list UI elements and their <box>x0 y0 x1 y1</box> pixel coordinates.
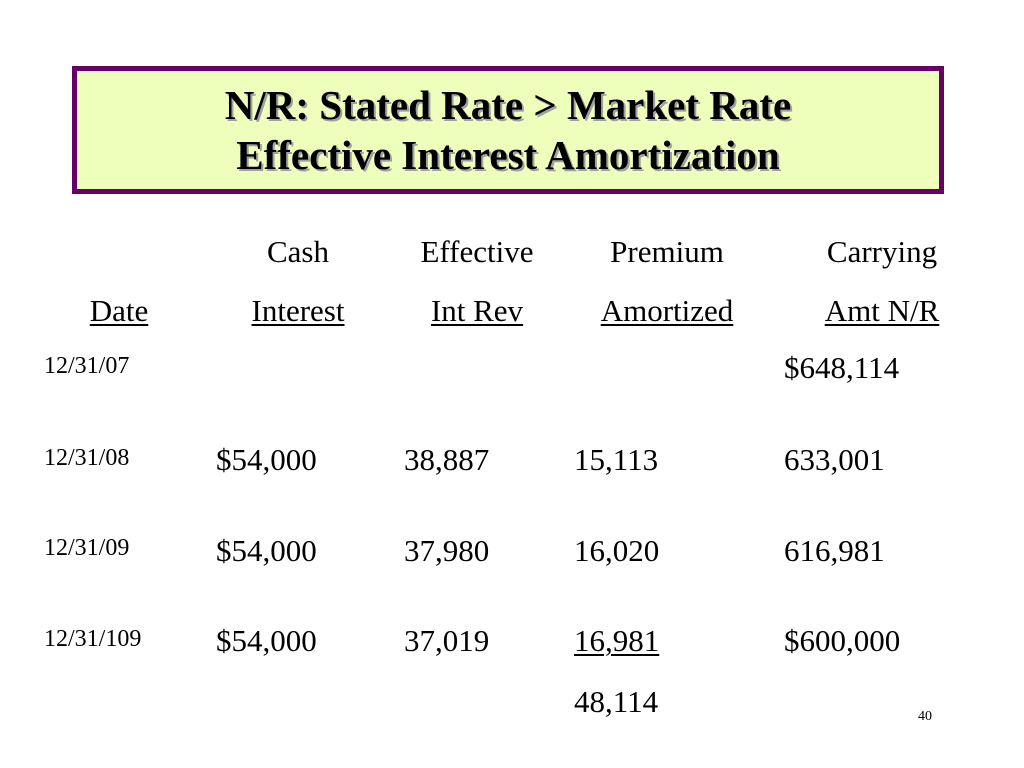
row-premium-amortized: 16,020 <box>574 533 660 568</box>
slide-title-box <box>72 66 944 194</box>
row-date: 12/31/09 <box>44 535 130 561</box>
header-effective-line1: Effective <box>420 234 534 269</box>
row-date: 12/31/07 <box>44 353 130 379</box>
header-carrying-line1: Carrying <box>826 234 938 269</box>
row-cash-interest: $54,000 <box>216 442 317 477</box>
header-cash-line2: Interest <box>251 293 345 328</box>
header-effective-line2: Int Rev <box>430 293 524 328</box>
row-date: 12/31/109 <box>44 626 142 652</box>
row-effective-int-rev: 38,887 <box>404 442 490 477</box>
row-effective-int-rev: 37,019 <box>404 623 490 658</box>
row-carrying-amt: 616,981 <box>784 533 885 568</box>
page-number: 40 <box>918 709 932 724</box>
row-effective-int-rev: 37,980 <box>404 533 490 568</box>
row-carrying-amt: $600,000 <box>784 623 901 658</box>
header-carrying-line2: Amt N/R <box>824 293 940 328</box>
header-cash-line1: Cash <box>267 234 329 269</box>
row-premium-amortized: 16,981 <box>574 623 660 658</box>
row-cash-interest: $54,000 <box>216 623 317 658</box>
header-date: Date <box>89 293 149 328</box>
slide-title-line-1: N/R: Stated Rate > Market Rate <box>224 82 792 128</box>
header-premium-line2: Amortized <box>600 293 734 328</box>
row-premium-amortized: 15,113 <box>574 442 659 477</box>
row-carrying-amt: $648,114 <box>784 350 900 385</box>
row-date: 12/31/08 <box>44 445 130 471</box>
slide-title-line-2: Effective Interest Amortization <box>236 132 780 178</box>
header-premium-line1: Premium <box>610 234 724 269</box>
row-carrying-amt: 633,001 <box>784 442 885 477</box>
row-cash-interest: $54,000 <box>216 533 317 568</box>
total-premium-amortized: 48,114 <box>574 684 659 719</box>
